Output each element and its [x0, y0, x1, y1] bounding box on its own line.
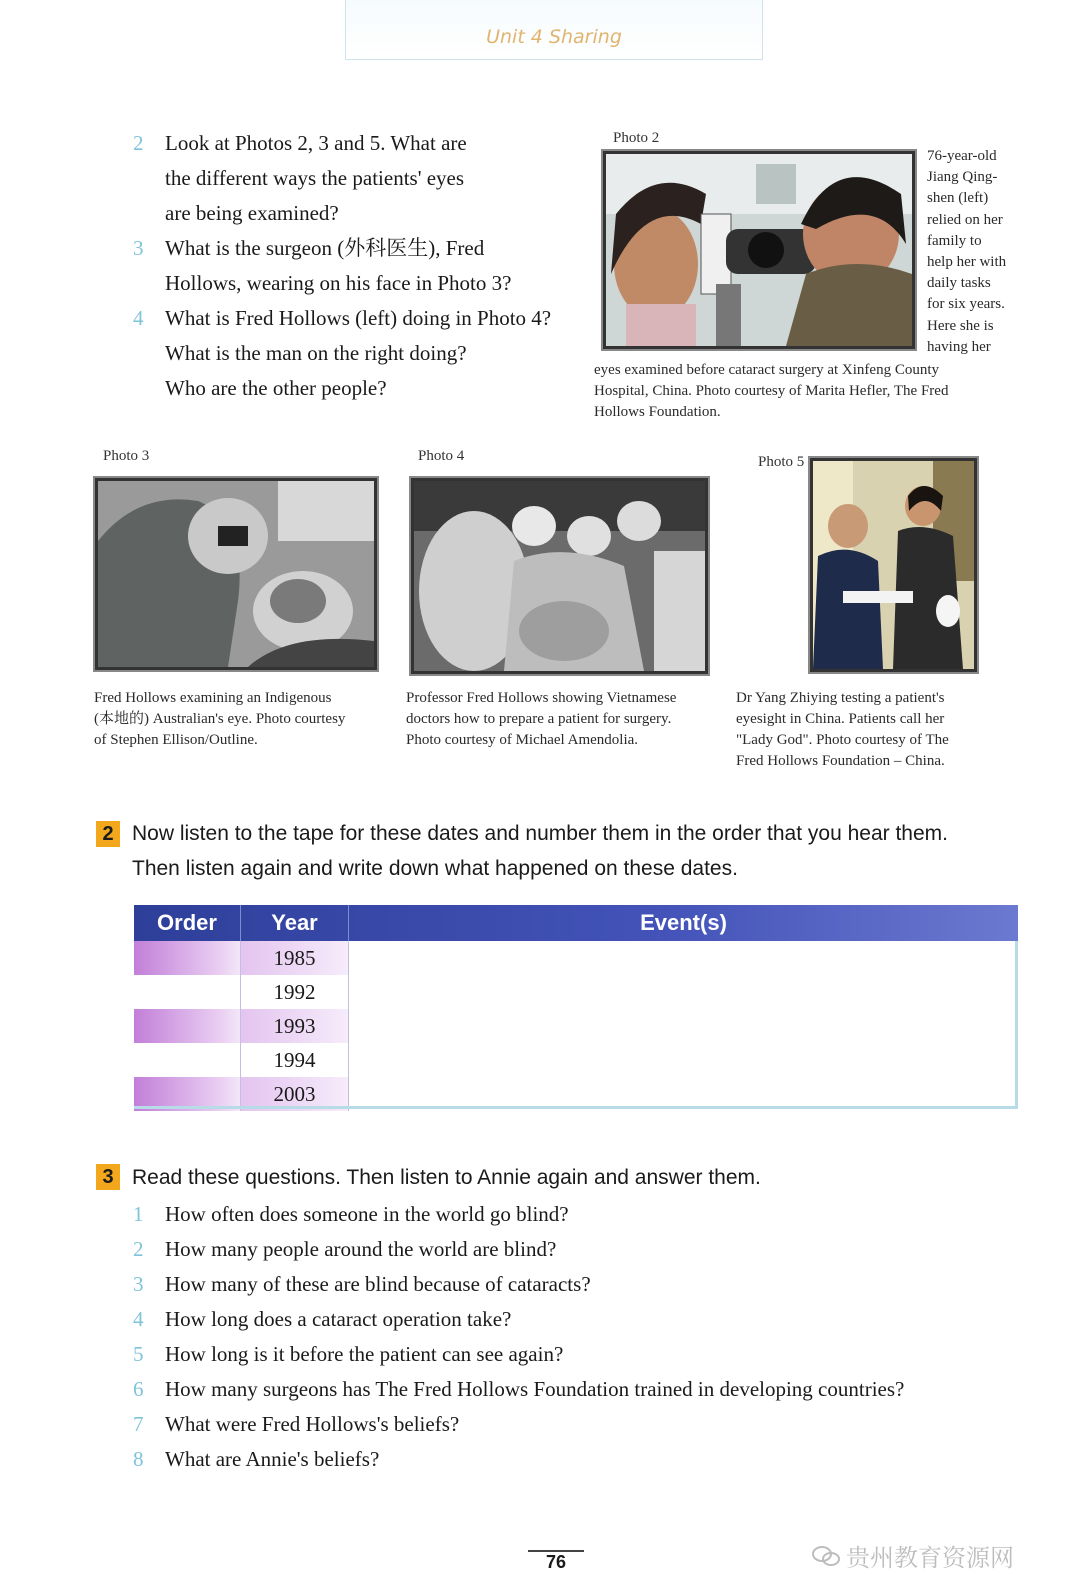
photo-2-image [603, 151, 915, 349]
watermark-text: 贵州教育资源网 [846, 1544, 1014, 1572]
column-header-year: Year [241, 905, 349, 941]
question-text: How long is it before the patient can see again? [165, 1342, 564, 1366]
photo-5-caption [736, 688, 1017, 772]
caption-line: Hospital, China. Photo courtesy of Marita Hefler, The Fred [594, 383, 949, 399]
question-number: 4 [133, 1307, 144, 1331]
question-text: What is Fred Hollows (left) doing in Photo 4? [165, 306, 552, 330]
caption-line: Here she is [927, 317, 994, 334]
instruction-line: Now listen to the tape for these dates and number them in the order that you hear them. [132, 822, 948, 845]
task-3-instructions: Read these questions. Then listen to Annie again and answer them. [132, 1166, 761, 1189]
year-cell: 1992 [241, 975, 349, 1009]
year-cell: 1985 [241, 941, 349, 975]
caption-line: family to [927, 232, 982, 249]
caption-line: Photo courtesy of Michael Amendolia. [406, 732, 639, 748]
question-text: How many of these are blind because of cataracts? [165, 1272, 591, 1296]
caption-line: Hollows Foundation. [594, 404, 721, 420]
column-header-events: Event(s) [640, 910, 727, 935]
question-text: What is the surgeon (外科医生), Fred [165, 236, 485, 260]
task-3-question-list [133, 1197, 1033, 1477]
question-number: 6 [133, 1377, 144, 1401]
task-2-badge: 2 [96, 821, 120, 847]
caption-line: for six years. [927, 296, 1005, 313]
table-frame [134, 941, 1018, 1109]
photo-3-image [95, 478, 377, 670]
question-number: 3 [133, 1272, 144, 1296]
caption-line: eyesight in China. Patients call her [736, 711, 945, 727]
list-item [133, 1407, 1033, 1442]
caption-line: Fred Hollows examining an Indigenous [94, 690, 332, 706]
question-text: What are Annie's beliefs? [165, 1447, 380, 1471]
question-list-top [133, 126, 603, 406]
question-number: 3 [133, 236, 144, 260]
question-item [133, 301, 603, 336]
photo-5-image [810, 458, 977, 672]
caption-line: relied on her [927, 211, 1003, 228]
question-number: 2 [133, 131, 144, 155]
question-number: 1 [133, 1202, 144, 1226]
caption-line: "Lady God". Photo courtesy of The [736, 732, 949, 748]
eye-exam-photo-illustration [606, 154, 912, 346]
question-text: are being examined? [165, 201, 339, 225]
surgery-photo-illustration [414, 481, 705, 671]
page-number: 76 [528, 1550, 584, 1574]
watermark [812, 1538, 1014, 1573]
instruction-line: Then listen again and write down what happened on these dates. [132, 857, 738, 880]
question-number: 8 [133, 1447, 144, 1471]
caption-line: Professor Fred Hollows showing Vietnamese [406, 690, 677, 706]
caption-line: eyes examined before cataract surgery at Xinfeng County [594, 362, 939, 378]
question-text: Who are the other people? [165, 376, 387, 400]
question-text: How often does someone in the world go blind? [165, 1202, 569, 1226]
question-number: 2 [133, 1237, 144, 1261]
year-cell: 1994 [241, 1043, 349, 1077]
caption-line: doctors how to prepare a patient for surgery. [406, 711, 672, 727]
order-year-events-table [134, 905, 1018, 1115]
caption-line: Fred Hollows Foundation – China. [736, 753, 945, 769]
list-item [133, 1442, 1033, 1477]
year-cell: 2003 [241, 1077, 349, 1111]
question-text: How many surgeons has The Fred Hollows Foundation trained in developing countries? [165, 1377, 905, 1401]
question-text: What is the man on the right doing? [165, 341, 467, 365]
photo-2-bottom-caption [594, 360, 948, 423]
caption-line: 76-year-old [927, 148, 997, 164]
caption-line: shen (left) [927, 190, 989, 207]
eye-exam-outdoor-photo-illustration [98, 481, 374, 667]
list-item [133, 1302, 1033, 1337]
caption-line: daily tasks [927, 275, 991, 292]
caption-line: Dr Yang Zhiying testing a patient's [736, 690, 945, 706]
table-header-row [134, 905, 1018, 941]
photo-4-image [411, 478, 708, 674]
task-2-instructions [132, 816, 948, 886]
unit-title: Unit 4 Sharing [486, 26, 622, 48]
task-3-badge: 3 [96, 1164, 120, 1190]
photo-4-caption [406, 688, 676, 751]
photo-4-label: Photo 4 [418, 448, 465, 464]
photo-3-caption [94, 688, 345, 751]
list-item [133, 1337, 1033, 1372]
list-item [133, 1372, 1033, 1407]
list-item [133, 1232, 1033, 1267]
caption-line: help her with [927, 254, 1007, 271]
chat-bubbles-icon [812, 1545, 840, 1567]
eyesight-test-photo-illustration [813, 461, 974, 669]
question-text: Hollows, wearing on his face in Photo 3? [165, 271, 512, 295]
question-number: 5 [133, 1342, 144, 1366]
list-item [133, 1197, 1033, 1232]
column-header-order: Order [134, 905, 241, 941]
question-text: How many people around the world are blind? [165, 1237, 557, 1261]
photo-5-label: Photo 5 [758, 454, 805, 470]
question-item [133, 231, 603, 266]
question-number: 7 [133, 1412, 144, 1436]
question-number: 4 [133, 306, 144, 330]
question-text: the different ways the patients' eyes [165, 166, 465, 190]
question-text: Look at Photos 2, 3 and 5. What are [165, 131, 467, 155]
photo-3-label: Photo 3 [103, 448, 150, 464]
caption-line: Jiang Qing- [927, 169, 998, 186]
photo-2-label: Photo 2 [613, 130, 660, 146]
question-text: How long does a cataract operation take? [165, 1307, 512, 1331]
year-cell: 1993 [241, 1009, 349, 1043]
caption-line: (本地的) Australian's eye. Photo courtesy [94, 711, 346, 727]
question-text: What were Fred Hollows's beliefs? [165, 1412, 460, 1436]
caption-line: having her [927, 338, 991, 355]
question-item [133, 126, 603, 161]
list-item [133, 1267, 1033, 1302]
photo-2-side-caption [927, 146, 1017, 358]
caption-line: of Stephen Ellison/Outline. [94, 732, 258, 748]
